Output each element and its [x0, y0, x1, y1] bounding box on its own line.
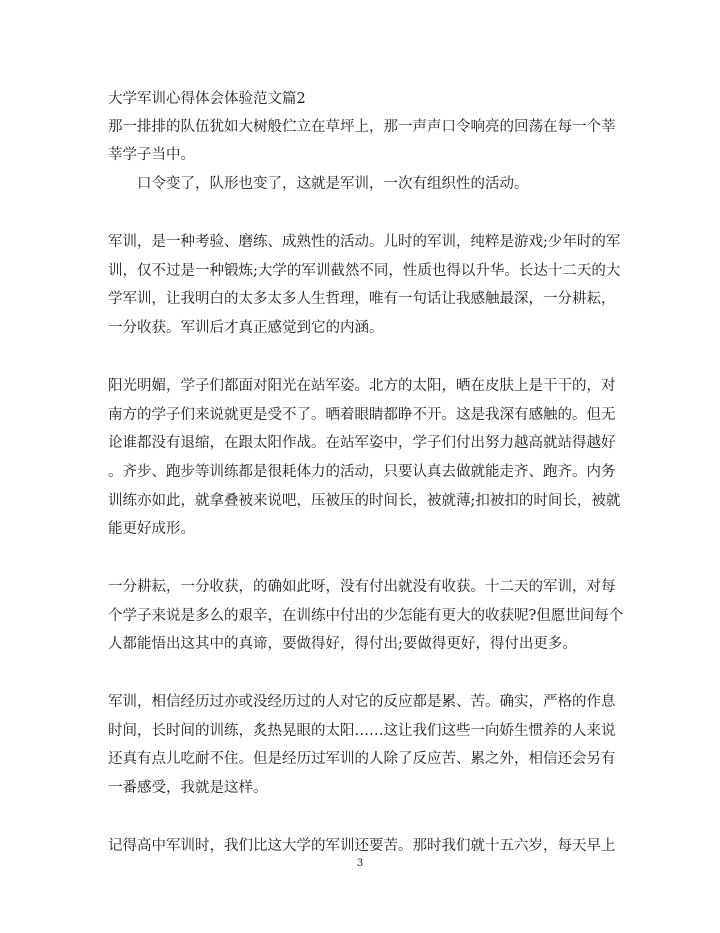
paragraph-3-line-6: 能更好成形。: [108, 521, 195, 537]
paragraph-2-line-1: 军训，是一种考验、磨练、成熟性的活动。儿时的军训，纯粹是游戏;少年时的军: [108, 234, 621, 250]
paragraph-3-line-2: 南方的学子们来说就更是受不了。晒着眼睛都睁不开。这是我深有感触的。但无: [108, 407, 616, 423]
paragraph-2-line-2: 训，仅不过是一种锻炼;大学的军训截然不同，性质也得以升华。长达十二天的大: [108, 263, 621, 279]
paragraph-3-line-4: 。齐步、跑步等训练都是很耗体力的活动，只要认真去做就能走齐、跑齐。内务: [108, 464, 616, 480]
paragraph-5-line-3: 还真有点儿吃耐不住。但是经历过军训的人除了反应苦、累之外，相信还会另有: [108, 751, 616, 767]
paragraph-5-line-2: 时间，长时间的训练，炙热晃眼的太阳……这让我们这些一向娇生惯养的人来说: [108, 723, 616, 739]
paragraph-1-line-3: 口令变了，队形也变了，这就是军训，一次有组织性的活动。: [137, 176, 529, 192]
paragraph-5-line-1: 军训，相信经历过亦或没经历过的人对它的反应都是累、苦。确实，严格的作息: [108, 694, 616, 710]
paragraph-1-line-1: 那一排排的队伍犹如大树般伫立在草坪上，那一声声口令响亮的回荡在每一个莘: [108, 119, 616, 135]
paragraph-4-line-3: 人都能悟出这其中的真谛，要做得好，得付出;要做得更好，得付出更多。: [108, 636, 577, 652]
paragraph-3-line-3: 论谁都没有退缩，在跟太阳作战。在站军姿中，学子们付出努力越高就站得越好: [108, 435, 616, 451]
paragraph-4-line-1: 一分耕耘，一分收获，的确如此呀，没有付出就没有收获。十二天的军训，对每: [108, 579, 616, 595]
paragraph-5-line-4: 一番感受，我就是这样。: [108, 780, 268, 796]
paragraph-4-line-2: 个学子来说是多么的艰辛，在训练中付出的少怎能有更大的收获呢?但愿世间每个: [108, 608, 624, 624]
paragraph-3-line-5: 训练亦如此，就拿叠被来说吧，压被压的时间长，被就薄;扣被扣的时间长，被就: [108, 493, 621, 509]
paragraph-3-line-1: 阳光明媚，学子们都面对阳光在站军姿。北方的太阳，晒在皮肤上是干干的，对: [108, 378, 616, 394]
paragraph-2-line-3: 学军训，让我明白的太多太多人生哲理，唯有一句话让我感触最深，一分耕耘，: [108, 291, 616, 307]
page-number: 3: [356, 858, 364, 869]
paragraph-6-line-1: 记得高中军训时，我们比这大学的军训还要苦。那时我们就十五六岁，每天早上: [108, 838, 616, 854]
document-title: 大学军训心得体会体验范文篇2: [108, 91, 306, 107]
paragraph-2-line-4: 一分收获。军训后才真正感觉到它的内涵。: [108, 320, 384, 336]
paragraph-1-line-2: 莘学子当中。: [108, 147, 195, 163]
